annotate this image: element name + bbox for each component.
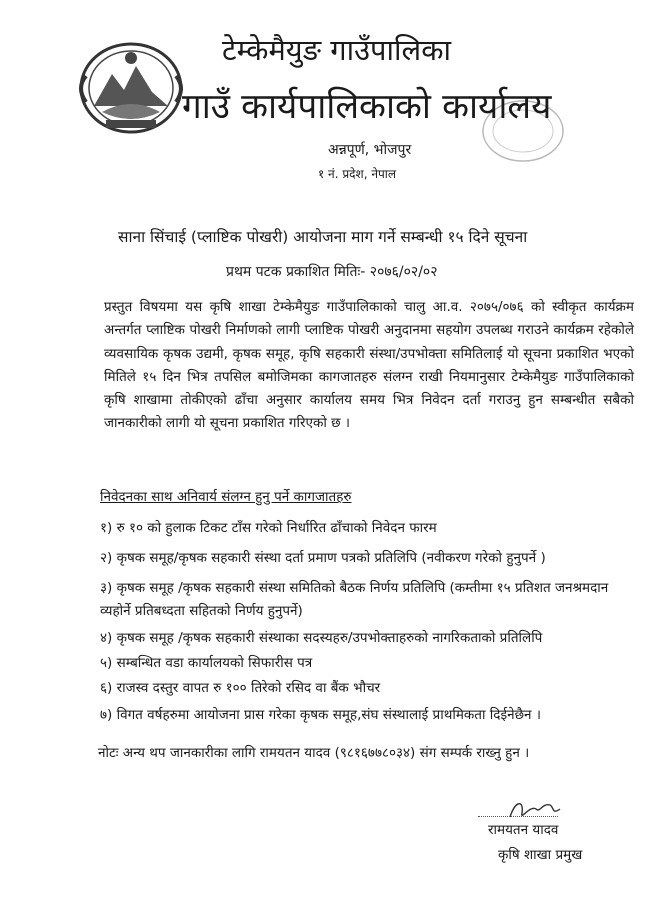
requirement-item: ७) विगत वर्षहरुमा आयोजना प्रास गरेका कृषक समूह,संघ संस्थालाई प्राथमिकता दिईनेछैन । bbox=[100, 707, 541, 723]
requirement-item: १) रु १० को हुलाक टिकट टाँस गरेको निर्धारित ढाँचाको निवेदन फारम bbox=[100, 520, 437, 536]
requirement-item: ३) कृषक समूह /कृषक सहकारी संस्था समितिको बैठक निर्णय प्रतिलिपि (कम्तीमा १५ प्रतिशत जनश्रमदान व्यहोर्ने प्रतिबध्दता सहितको निर्णय हुनुपर्ने) bbox=[100, 580, 609, 619]
address-line: अन्नपूर्ण, भोजपुर bbox=[328, 142, 412, 158]
notice-body: प्रस्तुत विषयमा यस कृषि शाखा टेम्केमैयुङ गाउँपालिकाको चालु आ.व. २०७५/०७६ को स्वीकृत कार्यक्रम अन्तर्गत प्लाष्टिक पोखरी निर्माणको लागी प्लाष्टिक पोखरी अनुदानमा सहयोग उपलब्ध गराउने कार्यक्रम रहेकोले व्यवसायिक कृषक उद्यमी, कृषक समूह, कृषि सहकारी संस्था/उपभोक्ता समितिलाई यो सूचना प्रकाशित भएको मितिले १५ दिन भित्र तपसिल बमोजिमका कागजातहरु संलग्न राखी नियमानुसार टेम्केमैयुङ गाउँपालिकाको कृषि शाखामा तोकीएको ढाँचा अनुसार कार्यालय समय भित्र निवेदन दर्ता गराउनु हुन सम्बन्धीत सबैको जानकारीको लागी यो सूचना प्रकाशित गरिएको छ । bbox=[104, 299, 634, 432]
notice-title: साना सिंचाई (प्लाष्टिक पोखरी) आयोजना माग गर्ने सम्बन्धी १५ दिने सूचना bbox=[118, 228, 528, 246]
published-date: प्रथम पटक प्रकाशित मितिः- २०७६/०२/०२ bbox=[226, 264, 438, 280]
signature-line bbox=[478, 816, 558, 817]
requirement-item: ६) राजस्व दस्तुर वापत रु १०० तिरेको रसिद वा बैंक भौचर bbox=[100, 680, 381, 696]
contact-note: नोटः अन्य थप जानकारीका लागि रामयतन यादव (९८१६७७८०३४) संग सम्पर्क राख्नु हुन । bbox=[98, 745, 530, 761]
requirement-item: ४) कृषक समूह /कृषक सहकारी संस्थाका सदस्यहरु/उपभोक्ताहरुको नागरिकताको प्रतिलिपि bbox=[100, 630, 543, 646]
nepal-emblem-logo bbox=[72, 36, 190, 136]
office-name: गाउँ कार्यपालिकाको कार्यालय bbox=[182, 87, 552, 127]
requirements-heading: निवेदनका साथ अनिवार्य संलग्न हुनु पर्ने कागजातहरु bbox=[100, 489, 352, 505]
requirement-item: ५) सम्बन्धित वडा कार्यालयको सिफारीस पत्र bbox=[100, 655, 313, 671]
requirement-item: २) कृषक समूह/कृषक सहकारी संस्था दर्ता प्रमाण पत्रको प्रतिलिपि (नवीकरण गरेको हुनुपर्ने ) bbox=[100, 550, 546, 566]
signatory-position: कृषि शाखा प्रमुख bbox=[498, 847, 583, 863]
municipality-name: टेम्केमैयुङ गाउँपालिका bbox=[222, 33, 451, 67]
signatory-name: रामयतन यादव bbox=[488, 822, 559, 838]
province-line: १ नं. प्रदेश, नेपाल bbox=[318, 167, 397, 181]
